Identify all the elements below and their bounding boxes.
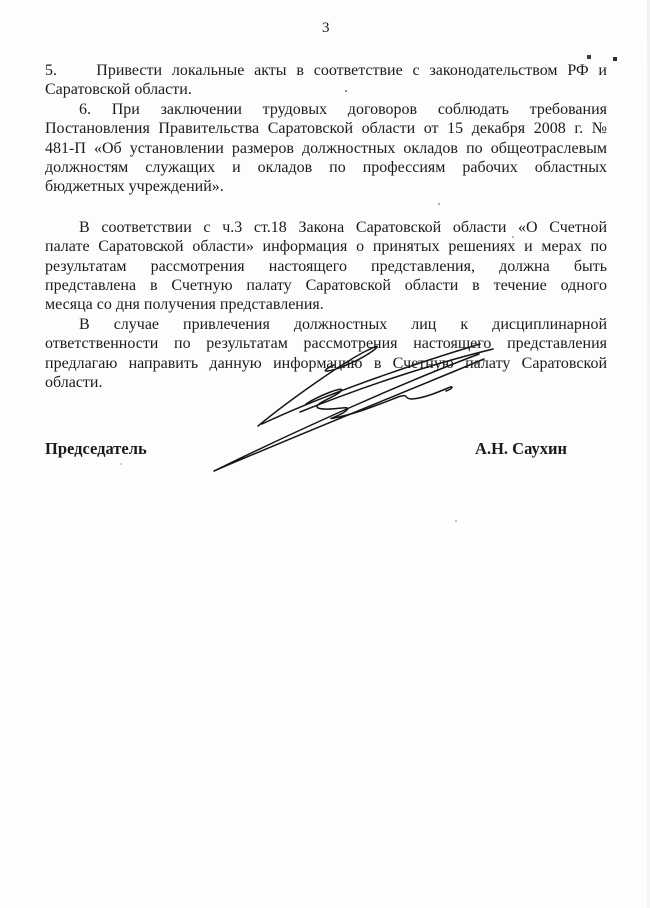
text-line: 481-П «Об установлении размеров должностных окладов по общеотраслевым [45, 139, 607, 157]
signer-name: А.Н. Саухин [475, 438, 567, 458]
paragraph-disciplinary [45, 315, 607, 393]
paragraph-law-reference [45, 218, 607, 315]
signature-block [45, 439, 607, 458]
text-line: В случае привлечения должностных лиц к дисциплинарной [79, 315, 607, 333]
paragraph-spacer [45, 197, 607, 218]
text-line: результатам рассмотрения настоящего представления, должна быть [45, 257, 607, 275]
text-line: бюджетных учреждений». [45, 178, 224, 196]
text-line: Постановления Правительства Саратовской области от 15 декабря 2008 г. № [45, 120, 607, 138]
signer-role: Председатель [45, 438, 147, 458]
text-line: предлагаю направить данную информацию в Счетную палату Саратовской [45, 354, 607, 372]
page-number: 3 [322, 20, 330, 36]
text-line: В соответствии с ч.3 ст.18 Закона Саратовской области «О Счетной [79, 218, 607, 236]
document-body [45, 61, 607, 458]
text-line: представлена в Счетную палату Саратовской области в течение одного [45, 277, 607, 295]
text-line: области. [45, 374, 103, 392]
paragraph-item-5 [45, 61, 607, 100]
text-line: палате Саратовской области» информация о принятых решениях и мерах по [45, 238, 607, 256]
text-line: 6. При заключении трудовых договоров соблюдать требования [79, 100, 607, 118]
text-line: ответственности по результатам рассмотрения настоящего представления [45, 335, 607, 353]
paragraph-item-6 [45, 100, 607, 197]
text-line: Саратовской области. [45, 81, 192, 99]
text-line: должностям служащих и окладов по профессиям рабочих областных [45, 159, 607, 177]
text-line: месяца со дня получения представления. [45, 296, 324, 314]
text-line: 5. Привести локальные акты в соответствие с законодательством РФ и [45, 62, 607, 79]
